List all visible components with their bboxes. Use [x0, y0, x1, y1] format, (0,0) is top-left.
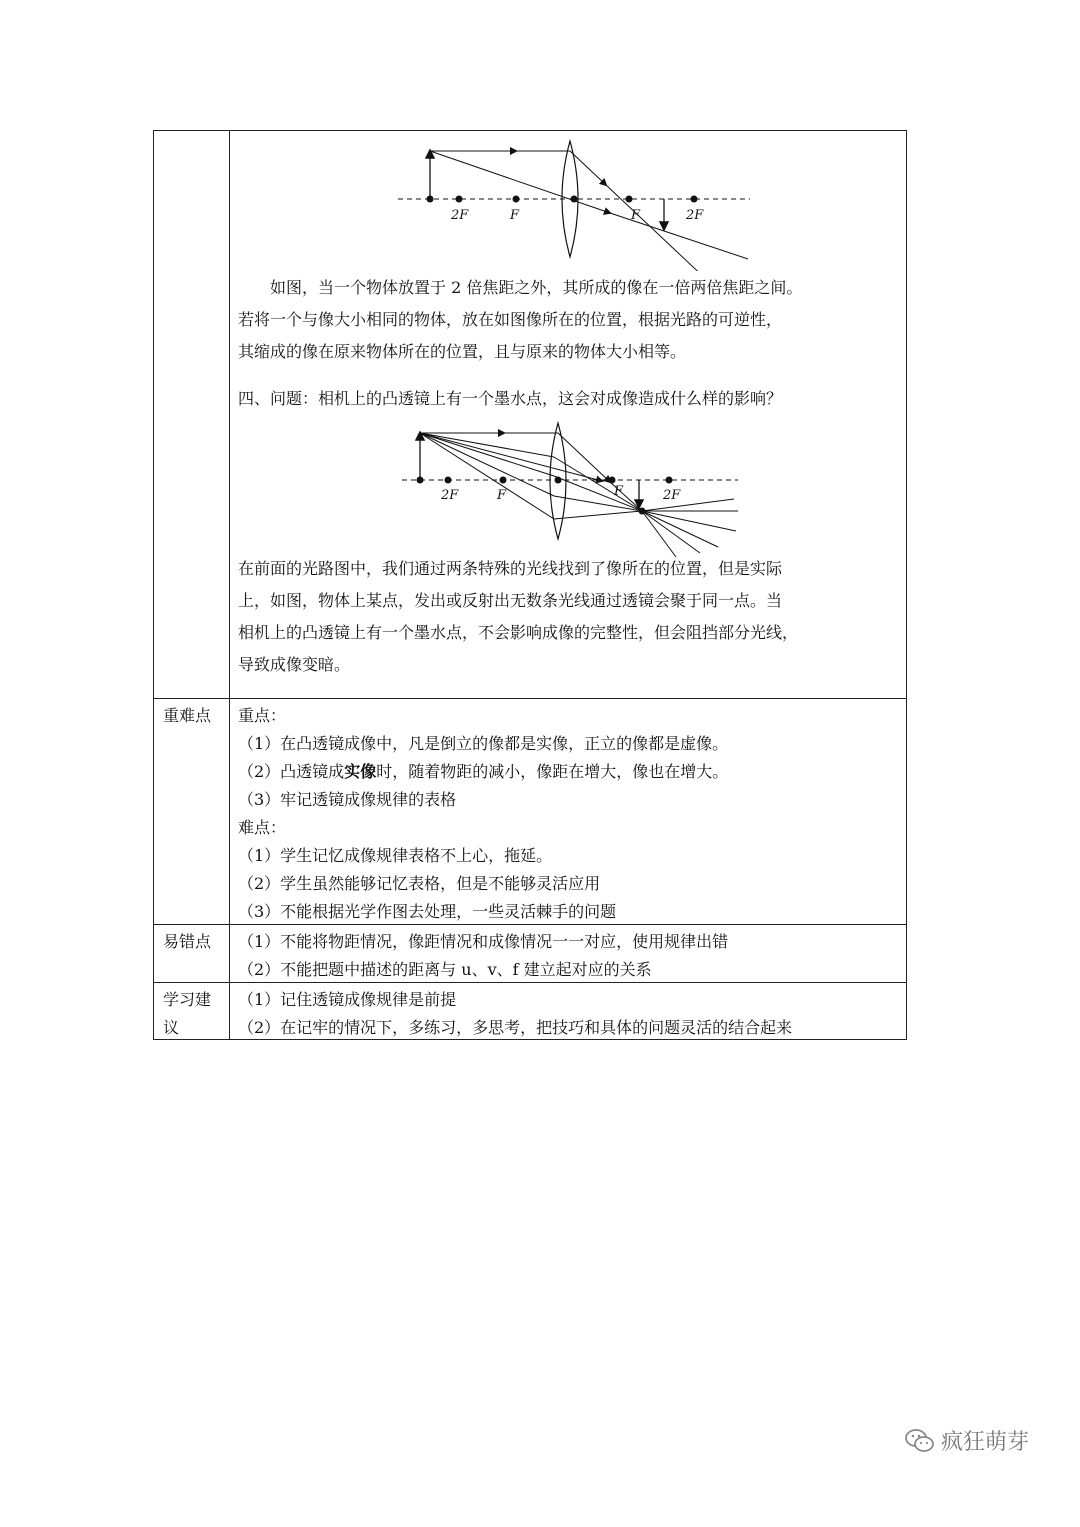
advice-item: （1）记住透镜成像规律是前提 [238, 990, 457, 1009]
difficult-item: （2）学生虽然能够记忆表格，但是不能够灵活应用 [238, 874, 601, 893]
lesson-table [153, 130, 907, 1040]
paragraph-reversibility: 如图，当一个物体放置于 2 倍焦距之外，其所成的像在一倍两倍焦距之间。 若将一个与像大小相同的物体，放在如图像所在的位置，根据光路的可逆性， 其缩成的像在原来物体所在的位置，且与原来的物体大小相等。 [238, 278, 803, 361]
fig2-label-f: F [614, 484, 624, 499]
watermark-text: 疯狂萌芽 [941, 1430, 1030, 1455]
fig2-label-f: F [497, 488, 507, 503]
key-heading: 重点： [238, 706, 287, 725]
fig1-label-2f: 2F [451, 208, 469, 223]
advice-item: （2）在记牢的情况下，多练习，多思考，把技巧和具体的问题灵活的结合起来 [238, 1018, 793, 1037]
column-divider [229, 131, 230, 1039]
paragraph-ink-spot: 在前面的光路图中，我们通过两条特殊的光线找到了像所在的位置，但是实际 上，如图，物体上某点，发出或反射出无数条光线通过透镜会聚于同一点。当 相机上的凸透镜上有一个墨水点，不会影响成像的完整性，但会阻挡部分光线， 导致成像变暗。 [238, 559, 799, 674]
key-item: （1）在凸透镜成像中，凡是倒立的像都是实像，正立的像都是虚像。 [238, 734, 729, 753]
difficult-item: （1）学生记忆成像规律表格不上心，拖延。 [238, 846, 553, 865]
fig1-label-2f: 2F [686, 208, 704, 223]
watermark [905, 1425, 1029, 1456]
ray-diagram-1 [238, 131, 902, 271]
error-points-label: 易错点 [163, 932, 212, 951]
key-item: （3）牢记透镜成像规律的表格 [238, 790, 457, 809]
error-item: （2）不能把题中描述的距离与 u、v、f 建立起对应的关系 [238, 960, 652, 979]
fig1-label-f: F [510, 208, 520, 223]
question-heading: 四、问题：相机上的凸透镜上有一个墨水点，这会对成像造成什么样的影响？ [238, 389, 783, 408]
error-points-cell [238, 928, 902, 984]
row-divider [154, 698, 906, 699]
study-advice-label: 学习建 议 [163, 990, 212, 1037]
fig1-label-f: F [631, 208, 641, 223]
fig2-label-2f: 2F [663, 488, 681, 503]
key-points-label: 重难点 [163, 706, 212, 725]
error-item: （1）不能将物距情况，像距情况和成像情况一一对应，使用规律出错 [238, 932, 729, 951]
key-points-cell [238, 702, 902, 926]
study-advice-cell [238, 986, 902, 1042]
difficult-item: （3）不能根据光学作图去处理，一些灵活棘手的问题 [238, 902, 617, 921]
fig2-label-2f: 2F [441, 488, 459, 503]
ray-diagram-2 [238, 421, 902, 561]
key-item: （2）凸透镜成实像时，随着物距的减小，像距在增大，像也在增大。 [238, 762, 729, 781]
difficult-heading: 难点： [238, 818, 287, 837]
wechat-icon [905, 1428, 935, 1454]
